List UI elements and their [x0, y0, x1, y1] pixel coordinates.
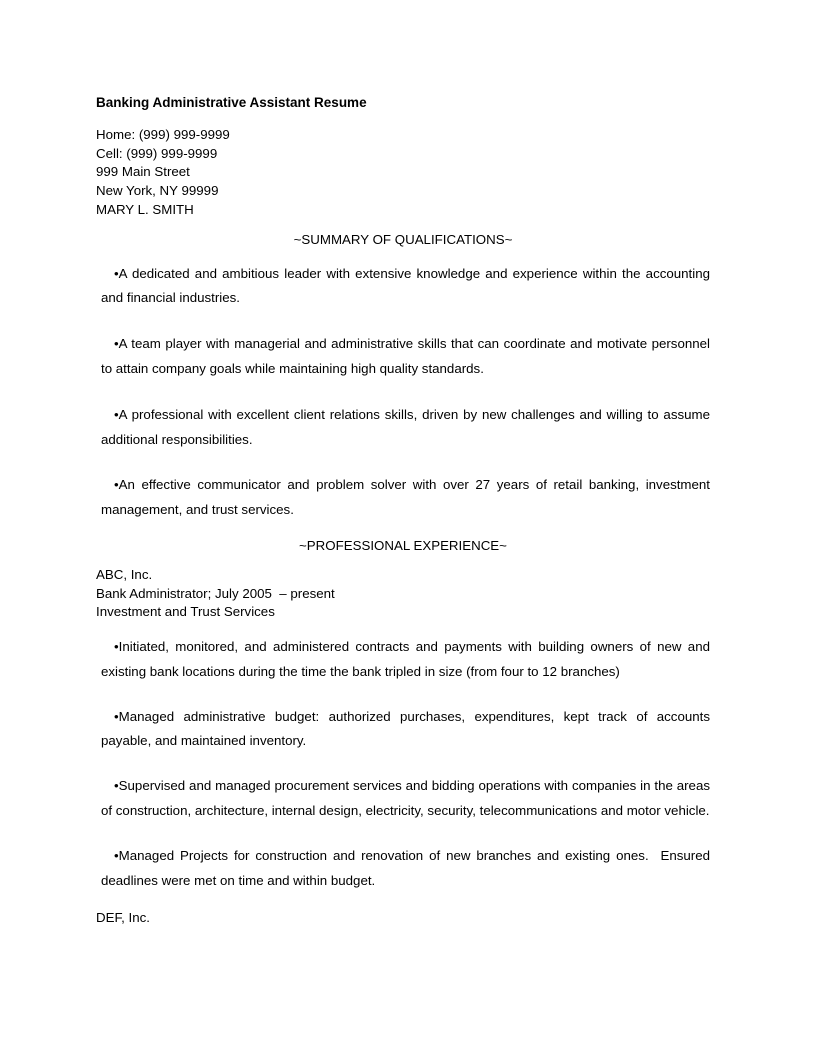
bullet-icon: • — [114, 847, 119, 863]
section-heading-qualifications: ~SUMMARY OF QUALIFICATIONS~ — [293, 231, 513, 247]
qualification-bullet — [101, 473, 714, 523]
experience-bullet-list — [96, 635, 714, 893]
qualifications-bullet-list — [96, 262, 714, 523]
job-header-def — [96, 909, 710, 928]
bullet-icon: • — [114, 406, 119, 422]
contact-line-cell-phone: Cell: (999) 999-9999 — [96, 145, 218, 161]
bullet-icon: • — [114, 778, 119, 794]
qualification-bullet-text: A professional with excellent client relations skills, driven by new challenges and willing to assume additional responsibilities. — [101, 406, 714, 447]
section-heading-experience: ~PROFESSIONAL EXPERIENCE~ — [299, 537, 507, 553]
company-name: ABC, Inc. — [96, 566, 153, 582]
bullet-icon: • — [114, 639, 119, 654]
contact-line-city-state-zip: New York, NY 99999 — [96, 183, 219, 199]
experience-bullet — [101, 635, 714, 685]
qualification-bullet-text: A dedicated and ambitious leader with extensive knowledge and experience within the accounting and financial industries. — [101, 265, 714, 306]
bullet-icon: • — [114, 265, 119, 281]
bullet-icon: • — [114, 477, 119, 493]
experience-bullet-text: Supervised and managed procurement services and bidding operations with companies in the areas of construction, architecture, internal design, electricity, security, telecommunications and motor vehicle. — [101, 778, 714, 818]
experience-bullet — [101, 705, 714, 755]
contact-line-street: 999 Main Street — [96, 164, 190, 180]
qualification-bullet — [101, 332, 714, 382]
qualification-bullet-text: A team player with managerial and administrative skills that can coordinate and motivate personnel to attain company goals while maintaining high quality standards. — [101, 336, 714, 376]
contact-line-home-phone: Home: (999) 999-9999 — [96, 127, 230, 142]
experience-bullet — [101, 774, 714, 824]
qualification-bullet — [101, 403, 714, 453]
qualification-bullet — [101, 262, 714, 312]
contact-block — [96, 126, 710, 220]
experience-bullet-text: Managed Projects for construction and renovation of new branches and existing ones. Ensured deadlines were met on time and within budget. — [101, 847, 714, 888]
bullet-icon: • — [114, 708, 119, 724]
contact-line-name: MARY L. SMITH — [96, 201, 194, 217]
job-division: Investment and Trust Services — [96, 604, 275, 620]
job-title-dates: Bank Administrator; July 2005 – present — [96, 585, 335, 601]
qualification-bullet-text: An effective communicator and problem solver with over 27 years of retail banking, investment management, and trust services. — [101, 477, 714, 518]
experience-bullet-text: Managed administrative budget: authorized purchases, expenditures, kept track of accounts payable, and maintained inventory. — [101, 708, 714, 749]
bullet-icon: • — [114, 336, 119, 352]
experience-bullet — [101, 844, 714, 894]
company-name: DEF, Inc. — [96, 910, 150, 926]
resume-title: Banking Administrative Assistant Resume — [96, 95, 367, 110]
job-header-abc — [96, 566, 710, 622]
experience-bullet-text: Initiated, monitored, and administered contracts and payments with building owners of new and existing bank locations during the time the bank tripled in size (from four to 12 branches) — [101, 639, 714, 679]
